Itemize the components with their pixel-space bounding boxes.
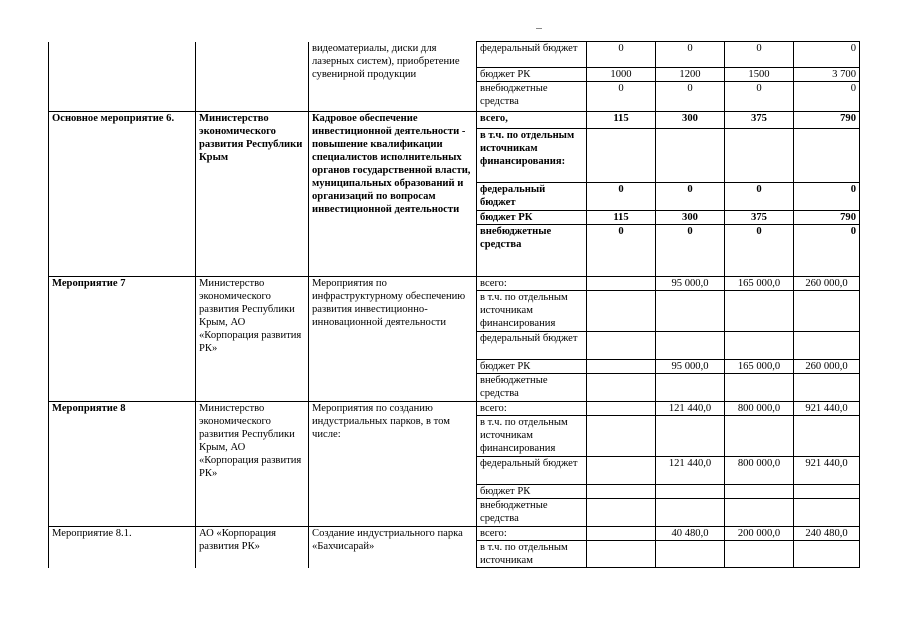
title-cell: Основное мероприятие 6. [49, 112, 196, 277]
total-cell: 921 440,0 [794, 402, 860, 416]
total-cell [794, 129, 860, 183]
value-cell: 375 [725, 211, 794, 225]
value-cell [725, 129, 794, 183]
value-cell [656, 291, 725, 332]
source-cell: федеральный бюджет [477, 42, 587, 68]
value-cell [587, 291, 656, 332]
value-cell: 40 480,0 [656, 527, 725, 541]
value-cell [725, 291, 794, 332]
source-cell: всего: [477, 527, 587, 541]
value-cell [587, 332, 656, 360]
value-cell: 300 [656, 112, 725, 129]
value-cell [587, 527, 656, 541]
total-cell [794, 332, 860, 360]
value-cell: 165 000,0 [725, 277, 794, 291]
description-cell: видеоматериалы, диски для лазерных систем), приобретение сувенирной продукции [309, 42, 477, 112]
value-cell: 1500 [725, 68, 794, 82]
value-cell: 1000 [587, 68, 656, 82]
value-cell [587, 485, 656, 499]
value-cell: 115 [587, 112, 656, 129]
value-cell [587, 499, 656, 527]
description-cell: Создание индустриального парка «Бахчисарай» [309, 527, 477, 568]
page-mark [536, 28, 542, 29]
value-cell [725, 499, 794, 527]
value-cell: 0 [656, 183, 725, 211]
source-cell: федеральный бюджет [477, 183, 587, 211]
financing-table [48, 41, 860, 568]
description-cell: Мероприятия по инфраструктурному обеспечению развития инвестиционно-инновационной деятельности [309, 277, 477, 402]
value-cell [587, 541, 656, 568]
value-cell: 0 [725, 183, 794, 211]
source-cell: бюджет РК [477, 211, 587, 225]
source-cell: в т.ч. по отдельным источникам финансирования [477, 416, 587, 457]
total-cell: 790 [794, 112, 860, 129]
total-cell [794, 541, 860, 568]
total-cell: 0 [794, 42, 860, 68]
value-cell [656, 485, 725, 499]
source-cell: бюджет РК [477, 360, 587, 374]
total-cell: 3 700 [794, 68, 860, 82]
value-cell [587, 402, 656, 416]
total-cell: 0 [794, 82, 860, 112]
table-row [49, 112, 860, 129]
value-cell [725, 374, 794, 402]
value-cell: 115 [587, 211, 656, 225]
total-cell [794, 374, 860, 402]
value-cell: 0 [656, 82, 725, 112]
source-cell: внебюджетные средства [477, 374, 587, 402]
total-cell [794, 416, 860, 457]
source-cell: внебюджетные средства [477, 499, 587, 527]
total-cell: 790 [794, 211, 860, 225]
total-cell [794, 291, 860, 332]
value-cell [656, 541, 725, 568]
title-cell [49, 42, 196, 112]
source-cell: федеральный бюджет [477, 457, 587, 485]
value-cell: 0 [587, 183, 656, 211]
executor-cell: Министерство экономического развития Республики Крым [196, 112, 309, 277]
executor-cell [196, 42, 309, 112]
value-cell [725, 416, 794, 457]
title-cell: Мероприятие 8 [49, 402, 196, 527]
source-cell: в т.ч. по отдельным источникам [477, 541, 587, 568]
value-cell: 800 000,0 [725, 457, 794, 485]
total-cell: 240 480,0 [794, 527, 860, 541]
total-cell: 260 000,0 [794, 360, 860, 374]
value-cell: 121 440,0 [656, 402, 725, 416]
value-cell: 95 000,0 [656, 277, 725, 291]
value-cell: 0 [725, 82, 794, 112]
value-cell [587, 360, 656, 374]
value-cell: 0 [725, 225, 794, 277]
source-cell: всего: [477, 277, 587, 291]
source-cell: бюджет РК [477, 485, 587, 499]
value-cell: 0 [725, 42, 794, 68]
total-cell: 921 440,0 [794, 457, 860, 485]
total-cell: 0 [794, 225, 860, 277]
source-cell: федеральный бюджет [477, 332, 587, 360]
value-cell: 0 [587, 42, 656, 68]
total-cell: 260 000,0 [794, 277, 860, 291]
source-cell: в т.ч. по отдельным источникам финансирования [477, 291, 587, 332]
source-cell: в т.ч. по отдельным источникам финансирования: [477, 129, 587, 183]
executor-cell: Министерство экономического развития Республики Крым, АО «Корпорация развития РК» [196, 277, 309, 402]
value-cell: 1200 [656, 68, 725, 82]
table-row [49, 402, 860, 416]
value-cell: 200 000,0 [725, 527, 794, 541]
value-cell: 165 000,0 [725, 360, 794, 374]
source-cell: всего: [477, 402, 587, 416]
value-cell [656, 129, 725, 183]
value-cell [587, 416, 656, 457]
table-row [49, 42, 860, 68]
value-cell: 300 [656, 211, 725, 225]
value-cell [587, 277, 656, 291]
value-cell [587, 129, 656, 183]
value-cell: 800 000,0 [725, 402, 794, 416]
value-cell: 0 [587, 82, 656, 112]
value-cell [725, 332, 794, 360]
description-cell: Кадровое обеспечение инвестиционной деятельности - повышение квалификации специалистов исполнительных органов государственной власти, муниципальных образований и организаций по вопросам инвестиционной деятельности [309, 112, 477, 277]
value-cell: 0 [587, 225, 656, 277]
value-cell [725, 541, 794, 568]
executor-cell: Министерство экономического развития Республики Крым, АО «Корпорация развития РК» [196, 402, 309, 527]
value-cell [725, 485, 794, 499]
value-cell [656, 332, 725, 360]
source-cell: бюджет РК [477, 68, 587, 82]
table-row [49, 277, 860, 291]
value-cell: 95 000,0 [656, 360, 725, 374]
source-cell: всего, [477, 112, 587, 129]
value-cell: 0 [656, 225, 725, 277]
value-cell [587, 457, 656, 485]
value-cell [656, 374, 725, 402]
value-cell: 121 440,0 [656, 457, 725, 485]
value-cell [656, 499, 725, 527]
value-cell: 0 [656, 42, 725, 68]
executor-cell: АО «Корпорация развития РК» [196, 527, 309, 568]
source-cell: внебюджетные средства [477, 225, 587, 277]
value-cell [587, 374, 656, 402]
title-cell: Мероприятие 8.1. [49, 527, 196, 568]
value-cell: 375 [725, 112, 794, 129]
title-cell: Мероприятие 7 [49, 277, 196, 402]
total-cell [794, 485, 860, 499]
table-row [49, 527, 860, 541]
total-cell: 0 [794, 183, 860, 211]
description-cell: Мероприятия по созданию индустриальных парков, в том числе: [309, 402, 477, 527]
source-cell: внебюджетные средства [477, 82, 587, 112]
value-cell [656, 416, 725, 457]
total-cell [794, 499, 860, 527]
